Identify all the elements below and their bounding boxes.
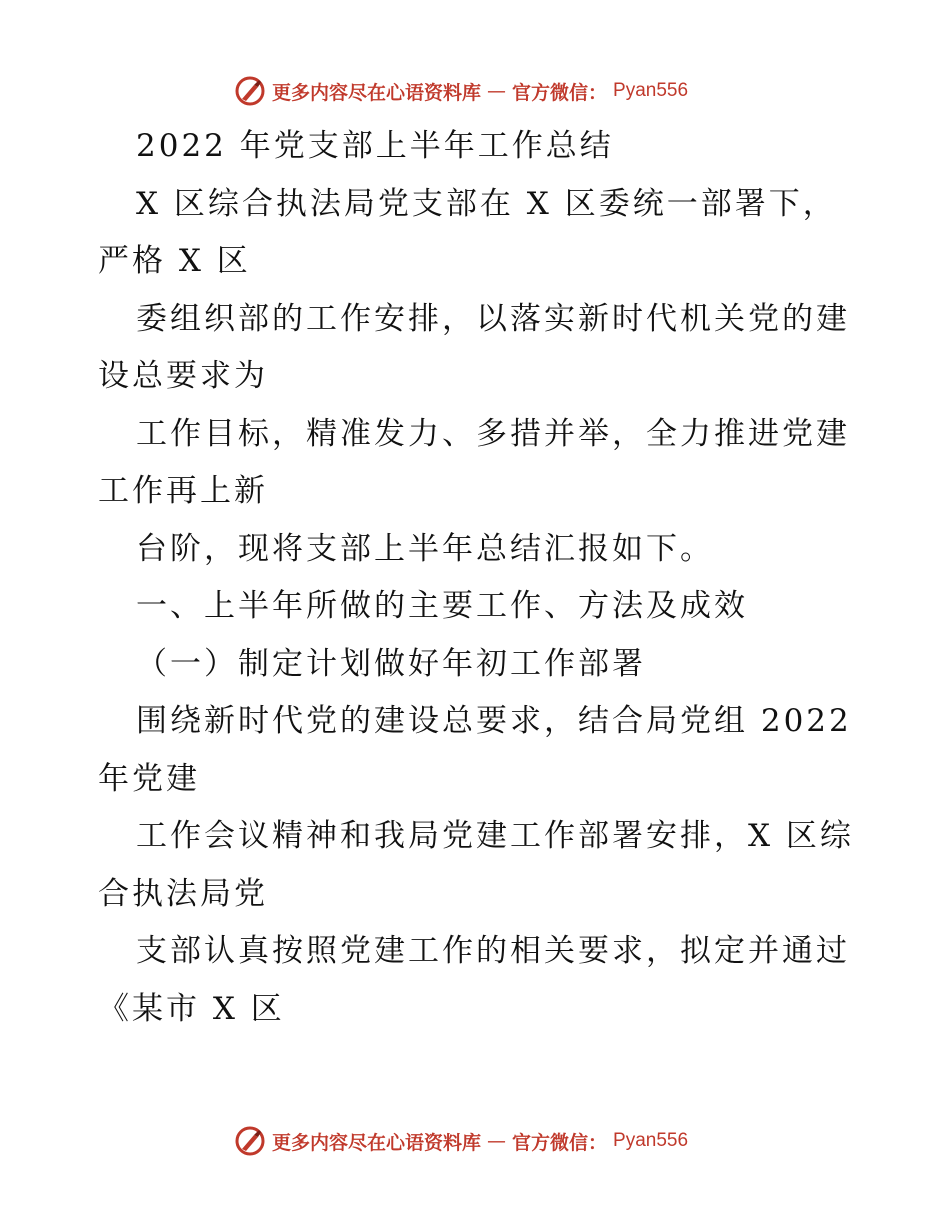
paragraph-line: 工作再上新 [98,473,268,509]
watermark-header [234,74,688,108]
pen-logo-icon [234,75,266,107]
paragraph-line: 台阶，现将支部上半年总结汇报如下。 [136,530,714,567]
paragraph-line: 工作目标，精准发力、多措并举，全力推进党建 [136,415,850,452]
watermark-sub-text: 官方微信： [512,1131,608,1154]
pen-logo-icon [234,1125,266,1157]
paragraph-line: 年党建 [98,760,200,797]
paragraph-line: 《某市 X 区 [98,990,285,1027]
paragraph-line: 合执法局党 [98,875,268,912]
paragraph-line: 工作会议精神和我局党建工作部署安排，X 区综 [136,818,854,854]
watermark-wechat-id: Pyan556 [613,1130,689,1151]
paragraph-line: 设总要求为 [98,358,268,394]
subsection-heading: （一）制定计划做好年初工作部署 [136,645,646,682]
watermark-main-text: 更多内容尽在心语资料库 [272,1131,482,1154]
paragraph-line: 委组织部的工作安排，以落实新时代机关党的建 [136,300,850,337]
watermark-sub-text: 官方微信： [512,81,608,104]
watermark-wechat-id: Pyan556 [613,80,689,101]
watermark-dash: — [487,1130,507,1152]
section-heading: 一、上半年所做的主要工作、方法及成效 [136,588,748,624]
watermark-dash: — [487,80,507,102]
watermark-main-text: 更多内容尽在心语资料库 [272,81,482,104]
doc-title: 2022 年党支部上半年工作总结 [136,128,614,164]
paragraph-line: 严格 X 区 [98,243,251,279]
paragraph-line: 围绕新时代党的建设总要求，结合局党组 2022 [136,703,852,739]
document-body [98,118,858,1038]
paragraph-line: 支部认真按照党建工作的相关要求，拟定并通过 [136,933,850,969]
watermark-footer [234,1124,688,1158]
paragraph-line: X 区综合执法局党支部在 X 区委统一部署下， [136,185,837,222]
